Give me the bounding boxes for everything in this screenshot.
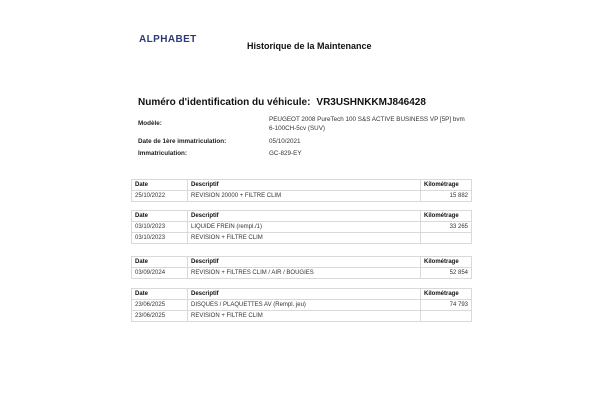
table-row [132, 191, 472, 202]
col-descriptif: Descriptif [188, 257, 421, 268]
row-date: 25/10/2022 [132, 191, 188, 202]
row-kilometrage [421, 311, 472, 322]
col-kilometrage: Kilométrage [421, 289, 472, 300]
table-header-row [132, 180, 472, 191]
row-date: 03/10/2023 [132, 233, 188, 244]
table-header-row [132, 211, 472, 222]
table-row [132, 222, 472, 233]
plate-value: GC-829-EY [269, 150, 302, 157]
model-line-1: PEUGEOT 2008 PureTech 100 S&S ACTIVE BUSINESS VP [5P] bvm [269, 116, 465, 123]
row-descriptif: DISQUES / PLAQUETTES AV (Rempl. jeu) [188, 300, 421, 311]
table-header-row [132, 257, 472, 268]
col-descriptif: Descriptif [188, 211, 421, 222]
row-date: 03/10/2023 [132, 222, 188, 233]
row-descriptif: REVISION + FILTRES CLIM / AIR / BOUGIES [188, 268, 421, 279]
maintenance-table-1 [131, 179, 472, 202]
col-descriptif: Descriptif [188, 289, 421, 300]
plate-label: Immatriculation: [138, 150, 187, 157]
table-row [132, 311, 472, 322]
row-kilometrage: 52 854 [421, 268, 472, 279]
table-row [132, 268, 472, 279]
row-descriptif: REVISION + FILTRE CLIM [188, 233, 421, 244]
maintenance-table-4 [131, 288, 472, 322]
col-date: Date [132, 257, 188, 268]
col-kilometrage: Kilométrage [421, 211, 472, 222]
col-descriptif: Descriptif [188, 180, 421, 191]
row-descriptif: REVISION + FILTRE CLIM [188, 311, 421, 322]
col-kilometrage: Kilométrage [421, 180, 472, 191]
row-descriptif: REVISION 20000 + FILTRE CLIM [188, 191, 421, 202]
maintenance-table-2 [131, 210, 472, 244]
row-kilometrage: 74 793 [421, 300, 472, 311]
maintenance-table-3 [131, 256, 472, 279]
model-label: Modèle: [138, 120, 162, 127]
row-kilometrage: 15 882 [421, 191, 472, 202]
vin-heading [138, 97, 426, 108]
vin-value: VR3USHNKKMJ846428 [316, 97, 426, 108]
col-kilometrage: Kilométrage [421, 257, 472, 268]
col-date: Date [132, 289, 188, 300]
table-header-row [132, 289, 472, 300]
table-row [132, 300, 472, 311]
row-kilometrage [421, 233, 472, 244]
first-registration-label: Date de 1ère immatriculation: [138, 138, 227, 145]
row-date: 23/06/2025 [132, 311, 188, 322]
row-descriptif: LIQUIDE FREIN (rempl./1) [188, 222, 421, 233]
row-kilometrage: 33 265 [421, 222, 472, 233]
first-registration-value: 05/10/2021 [269, 138, 301, 145]
model-line-2: 6-100CH-5cv (SUV) [269, 124, 325, 132]
model-value [269, 116, 489, 133]
vin-label: Numéro d'identification du véhicule: [138, 97, 311, 108]
row-date: 03/09/2024 [132, 268, 188, 279]
table-row [132, 233, 472, 244]
row-date: 23/06/2025 [132, 300, 188, 311]
page-title: Historique de la Maintenance [247, 41, 372, 51]
logo: ALPHABET [139, 34, 197, 45]
col-date: Date [132, 180, 188, 191]
col-date: Date [132, 211, 188, 222]
